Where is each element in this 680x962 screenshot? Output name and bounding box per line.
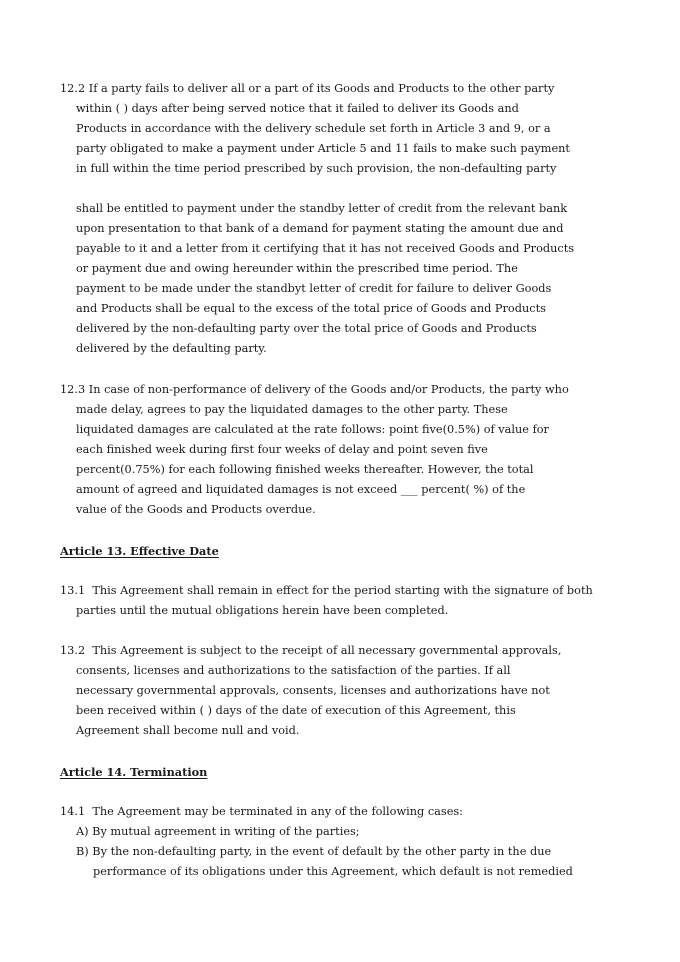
- clause-12-3-line-5: percent(0.75%) for each following finished weeks thereafter. However, the total: [76, 463, 534, 476]
- clause-12-2-line-1: 12.2 If a party fails to deliver all or a part of its Goods and Products to the other party: [60, 82, 555, 95]
- clause-12-3-line-3: liquidated damages are calculated at the rate follows: point five(0.5%) of value for: [76, 423, 549, 436]
- clause-13-2-line-3: necessary governmental approvals, consents, licenses and authorizations have not: [76, 684, 550, 697]
- clause-13-2-line-2: consents, licenses and authorizations to the satisfaction of the parties. If all: [76, 664, 511, 677]
- clause-12-2-cont-line-8: delivered by the defaulting party.: [76, 342, 267, 355]
- clause-12-3-line-4: each finished week during first four weeks of delay and point seven five: [76, 443, 488, 456]
- clause-13-2-line-1: 13.2 This Agreement is subject to the receipt of all necessary governmental approvals,: [60, 644, 562, 657]
- clause-12-2-cont-line-1: shall be entitled to payment under the standby letter of credit from the relevant bank: [76, 202, 568, 215]
- clause-14-1-item-b: B) By the non-defaulting party, in the event of default by the other party in the due: [76, 845, 552, 858]
- clause-12-2-line-5: in full within the time period prescribed by such provision, the non-defaulting party: [76, 162, 557, 175]
- clause-12-3-line-2: made delay, agrees to pay the liquidated damages to the other party. These: [76, 403, 508, 416]
- clause-12-2-cont-line-5: payment to be made under the standbyt letter of credit for failure to deliver Goods: [76, 282, 552, 295]
- clause-12-2-cont-line-2: upon presentation to that bank of a demand for payment stating the amount due and: [76, 222, 564, 235]
- clause-13-1-line-2: parties until the mutual obligations herein have been completed.: [76, 604, 449, 617]
- clause-12-2-line-2: within ( ) days after being served notice that it failed to deliver its Goods and: [76, 102, 519, 115]
- clause-12-2-line-4: party obligated to make a payment under Article 5 and 11 fails to make such payment: [76, 142, 570, 155]
- clause-12-2-cont-line-4: or payment due and owing hereunder within the prescribed time period. The: [76, 262, 518, 275]
- clause-14-1-item-b-cont: performance of its obligations under this Agreement, which default is not remedied: [93, 865, 573, 878]
- article-14-heading: Article 14. Termination: [60, 765, 208, 779]
- clause-12-2-cont-line-6: and Products shall be equal to the excess of the total price of Goods and Products: [76, 302, 546, 315]
- clause-12-3-line-1: 12.3 In case of non-performance of delivery of the Goods and/or Products, the party who: [60, 383, 569, 396]
- clause-13-2-line-4: been received within ( ) days of the date of execution of this Agreement, this: [76, 704, 516, 717]
- clause-12-3-line-6: amount of agreed and liquidated damages is not exceed ___ percent( %) of the: [76, 483, 526, 496]
- clause-12-2-cont-line-3: payable to it and a letter from it certifying that it has not received Goods and Products: [76, 242, 575, 255]
- article-13-heading: Article 13. Effective Date: [60, 544, 219, 558]
- clause-12-2-line-3: Products in accordance with the delivery schedule set forth in Article 3 and 9, or a: [76, 122, 551, 135]
- clause-12-2-cont-line-7: delivered by the non-defaulting party over the total price of Goods and Products: [76, 322, 537, 335]
- clause-13-1-line-1: 13.1 This Agreement shall remain in effect for the period starting with the signature of both: [60, 584, 593, 597]
- clause-12-3-line-7: value of the Goods and Products overdue.: [76, 503, 316, 516]
- clause-14-1-line-1: 14.1 The Agreement may be terminated in any of the following cases:: [60, 805, 463, 818]
- clause-14-1-item-a: A) By mutual agreement in writing of the parties;: [76, 825, 360, 838]
- clause-13-2-line-5: Agreement shall become null and void.: [76, 724, 300, 737]
